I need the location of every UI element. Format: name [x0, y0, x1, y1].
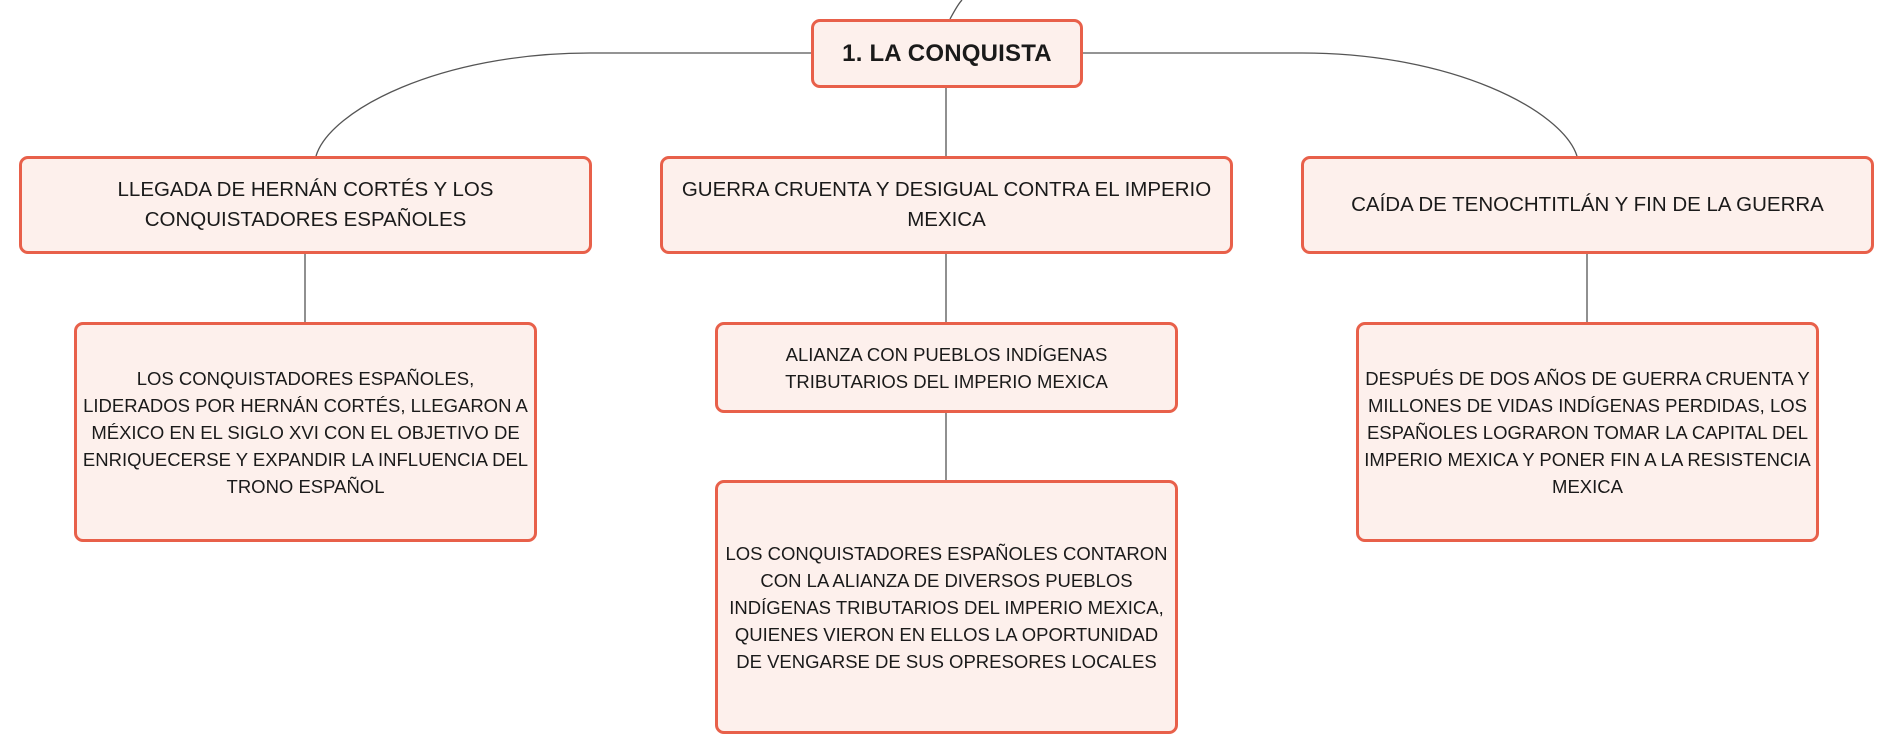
- topic-node-label: CAÍDA DE TENOCHTITLÁN Y FIN DE LA GUERRA: [1351, 193, 1824, 216]
- topic-node-caida[interactable]: [1301, 156, 1874, 254]
- root-node[interactable]: [811, 19, 1083, 88]
- detail-node-text: LOS CONQUISTADORES ESPAÑOLES CONTARON CON LA ALIANZA DE DIVERSOS PUEBLOS INDÍGENAS TRIBUTARIOS DEL IMPERIO MEXICA, QUIENES VIERON EN ELLOS LA OPORTUNIDAD DE VENGARSE DE SUS OPRESORES LOCALES: [725, 542, 1168, 672]
- connector-root-incoming: [950, 0, 962, 19]
- detail-node-text: ALIANZA CON PUEBLOS INDÍGENAS TRIBUTARIOS DEL IMPERIO MEXICA: [785, 343, 1108, 392]
- connector-root-to-topic-1: [316, 53, 811, 156]
- topic-node-guerra[interactable]: [660, 156, 1233, 254]
- topic-node-label: LLEGADA DE HERNÁN CORTÉS Y LOS CONQUISTADORES ESPAÑOLES: [117, 178, 494, 231]
- detail-node-alianza[interactable]: [715, 322, 1178, 413]
- root-node-label: 1. LA CONQUISTA: [842, 39, 1052, 67]
- topic-node-label: GUERRA CRUENTA Y DESIGUAL CONTRA EL IMPERIO MEXICA: [681, 178, 1212, 231]
- detail-node-text: DESPUÉS DE DOS AÑOS DE GUERRA CRUENTA Y MILLONES DE VIDAS INDÍGENAS PERDIDAS, LOS ESPAÑOLES LOGRARON TOMAR LA CAPITAL DEL IMPERIO MEXICA Y PONER FIN A LA RESISTENCIA MEXICA: [1364, 367, 1811, 497]
- detail-node-text: LOS CONQUISTADORES ESPAÑOLES, LIDERADOS POR HERNÁN CORTÉS, LLEGARON A MÉXICO EN EL SIGLO XVI CON EL OBJETIVO DE ENRIQUECERSE Y EXPANDIR LA INFLUENCIA DEL TRONO ESPAÑOL: [82, 367, 529, 497]
- connector-root-to-topic-3: [1083, 53, 1577, 156]
- detail-node-alianza-description[interactable]: [715, 480, 1178, 734]
- detail-node-caida[interactable]: [1356, 322, 1819, 542]
- topic-node-llegada[interactable]: [19, 156, 592, 254]
- detail-node-llegada[interactable]: [74, 322, 537, 542]
